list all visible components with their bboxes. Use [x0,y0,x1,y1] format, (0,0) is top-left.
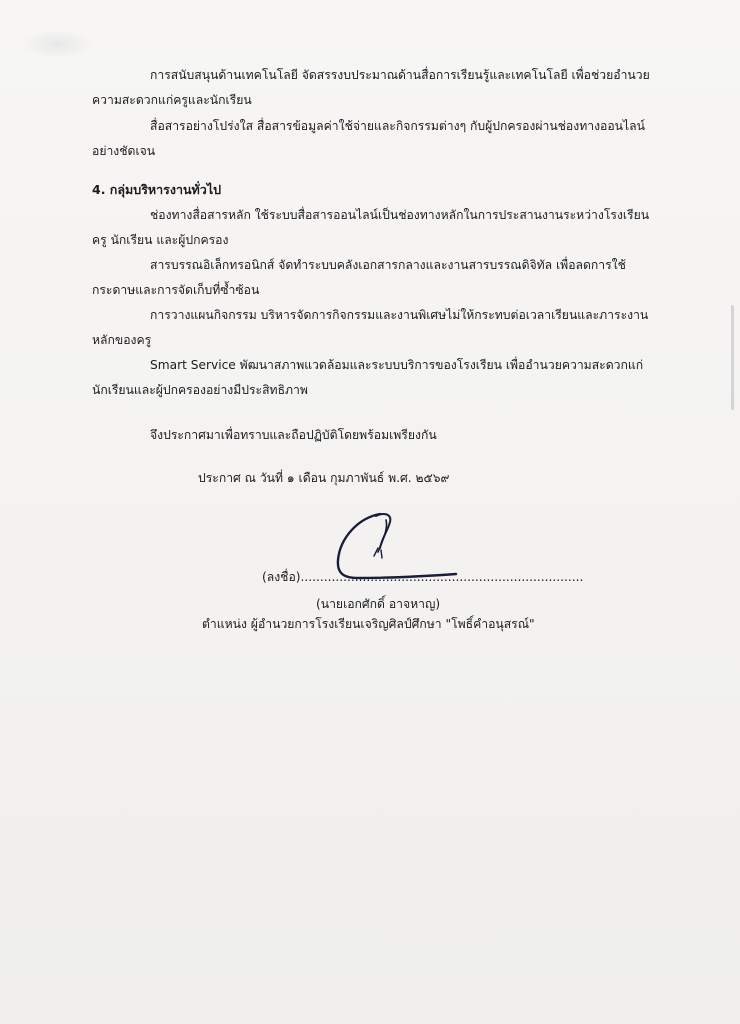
s4-p4-line1: Smart Service พัฒนาสภาพแวดล้อมและระบบบริการของโรงเรียน เพื่ออำนวยความสะดวกแก่ [150,358,644,372]
s4-p4-line2: นักเรียนและผู้ปกครองอย่างมีประสิทธิภาพ [92,383,308,397]
signer-name: (นายเอกศักดิ์ อาจหาญ) [316,597,441,611]
s4-p1-line1: ช่องทางสื่อสารหลัก ใช้ระบบสื่อสารออนไลน์เป็นช่องทางหลักในการประสานงานระหว่างโรงเรียน [150,208,650,222]
s3-p1-line1: การสนับสนุนด้านเทคโนโลยี จัดสรรงบประมาณด้านสื่อการเรียนรู้และเทคโนโลยี เพื่อช่วยอำนวย [150,68,650,82]
scan-smudge [22,30,92,58]
s4-p2-line2: กระดาษและการจัดเก็บที่ซ้ำซ้อน [92,283,260,297]
s4-p2-line1: สารบรรณอิเล็กทรอนิกส์ จัดทำระบบคลังเอกสารกลางและงานสารบรรณดิจิทัล เพื่อลดการใช้ [150,258,626,272]
scan-edge-mark [731,305,734,410]
s3-p2-line2: อย่างชัดเจน [92,144,156,158]
sign-line: (ลงชื่อ)......................................................................... [262,570,584,584]
s4-p1-line2: ครู นักเรียน และผู้ปกครอง [92,233,229,247]
signer-position: ตำแหน่ง ผู้อำนวยการโรงเรียนเจริญศิลป์ศึกษา "โพธิ์คำอนุสรณ์" [202,617,535,631]
s3-p2-line1: สื่อสารอย่างโปร่งใส สื่อสารข้อมูลค่าใช้จ่ายและกิจกรรมต่างๆ กับผู้ปกครองผ่านช่องทางออนไลน์ [150,119,645,133]
closing-statement: จึงประกาศมาเพื่อทราบและถือปฏิบัติโดยพร้อมเพรียงกัน [150,428,437,442]
s4-p3-line2: หลักของครู [92,333,152,347]
announcement-date: ประกาศ ณ วันที่ ๑ เดือน กุมภาพันธ์ พ.ศ. ๒๕๖๙ [198,471,450,485]
s3-p1-line2: ความสะดวกแก่ครูและนักเรียน [92,93,252,107]
s4-p3-line1: การวางแผนกิจกรรม บริหารจัดการกิจกรรมและงานพิเศษไม่ให้กระทบต่อเวลาเรียนและภาระงาน [150,308,649,322]
section4-heading: 4. กลุ่มบริหารงานทั่วไป [92,182,222,197]
